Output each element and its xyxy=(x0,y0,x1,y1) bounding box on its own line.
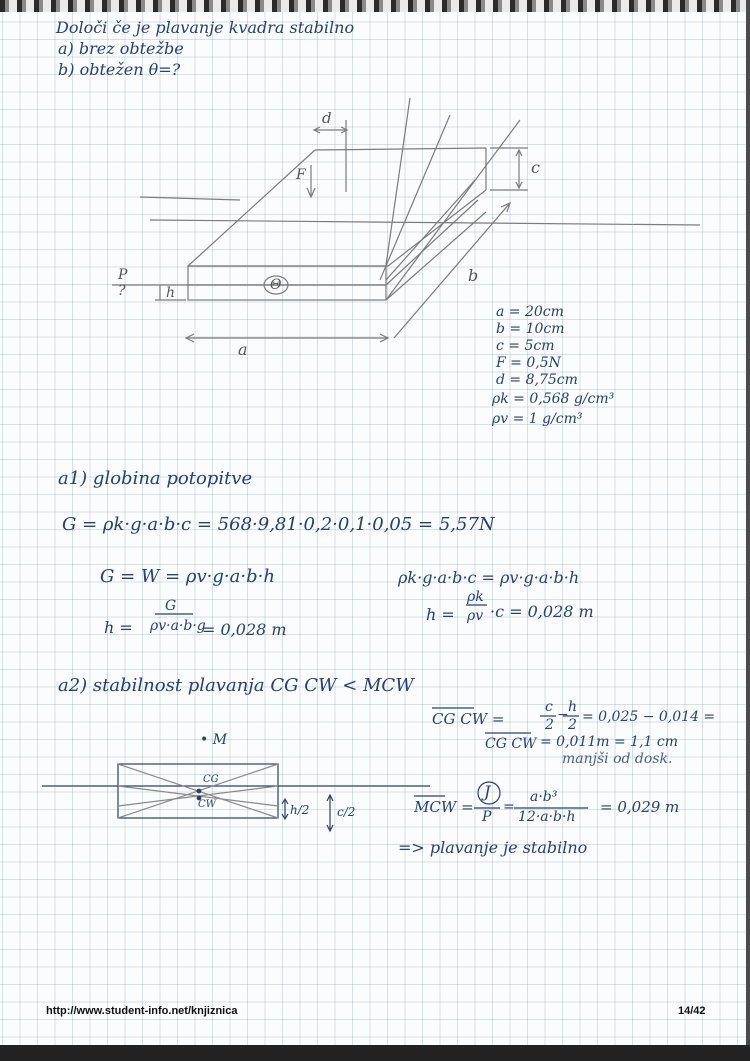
label-b: b xyxy=(468,266,479,285)
footer-url[interactable]: http://www.student-info.net/knjiznica xyxy=(46,1005,238,1017)
label-h: h xyxy=(166,285,176,301)
equation-h-result: = 0,028 m xyxy=(202,620,287,639)
equation-density-ratio: ρk·g·a·b·c = ρv·g·a·b·h xyxy=(398,568,580,587)
mcw-result: = 0,029 m xyxy=(600,798,680,816)
cgcw-line2: = 0,011m = 1,1 cm xyxy=(540,734,678,750)
label-c: c xyxy=(531,158,540,177)
label-h-half: h/2 xyxy=(290,803,310,817)
mcw-lhs: MCW = xyxy=(414,798,474,816)
mcw-numerator: a·b³ xyxy=(530,789,558,805)
task-title: Določi če je plavanje kvadra stabilno xyxy=(56,18,355,37)
equation-h2-lhs: h = xyxy=(426,605,455,624)
mcw-eq: = xyxy=(503,799,515,815)
cgcw-note: manjši od dosk. xyxy=(562,751,673,767)
equation-buoyancy: G = W = ρv·g·a·b·h xyxy=(100,566,275,587)
equation-h-numerator: G xyxy=(165,598,177,614)
page-number: 14/42 xyxy=(678,1005,706,1017)
cgcw-frac2-den: 2 xyxy=(568,717,577,733)
given-item: F = 0,5N xyxy=(496,355,561,371)
given-item: ρv = 1 g/cm³ xyxy=(492,411,583,427)
label-F: F xyxy=(296,167,306,183)
task-part-a: a) brez obtežbe xyxy=(58,39,184,58)
equation-h2-denominator: ρv xyxy=(467,608,484,624)
given-item: ρk = 0,568 g/cm³ xyxy=(492,391,615,407)
label-cg: CG xyxy=(203,774,219,785)
equation-h-denominator: ρv·a·b·g xyxy=(150,618,206,634)
conclusion: => plavanje je stabilno xyxy=(398,838,588,857)
given-item: a = 20cm xyxy=(496,304,564,320)
ink-section-a2-sketch xyxy=(42,605,588,831)
label-c-half: c/2 xyxy=(337,805,356,819)
mcw-denominator: 12·a·b·h xyxy=(518,809,576,825)
label-a: a xyxy=(238,340,248,359)
cgcw-line2-lhs: CG CW xyxy=(485,736,537,752)
label-cw: CW xyxy=(198,799,216,810)
page-bottom-shadow xyxy=(0,1045,750,1061)
cgcw-minus: − xyxy=(557,707,569,723)
cgcw-frac1-num: c xyxy=(545,699,553,715)
label-metacenter: • M xyxy=(200,732,228,748)
section-a2-title: a2) stabilnost plavanja CG CW < MCW xyxy=(58,675,414,696)
equation-h2-result: ·c = 0,028 m xyxy=(490,602,594,621)
label-theta: Θ xyxy=(270,277,282,293)
label-p: P xyxy=(118,267,128,283)
given-item: d = 8,75cm xyxy=(496,372,578,388)
equation-weight: G = ρk·g·a·b·c = 568·9,81·0,2·0,1·0,05 = 5,57N xyxy=(62,514,495,535)
pencil-box-sketch xyxy=(112,98,700,342)
given-item: b = 10cm xyxy=(496,321,565,337)
given-item: c = 5cm xyxy=(496,338,555,354)
section-a1-title: a1) globina potopitve xyxy=(58,468,253,489)
label-d-top: d xyxy=(322,109,332,127)
cgcw-frac2-num: h xyxy=(568,699,578,715)
mcw-displacement: P xyxy=(482,809,492,825)
equation-h2-numerator: ρk xyxy=(467,589,484,605)
equation-h-lhs: h = xyxy=(104,618,133,637)
cgcw-lhs: CG CW = xyxy=(432,710,505,728)
cgcw-result: = 0,025 − 0,014 = xyxy=(582,709,716,725)
cgcw-frac1-den: 2 xyxy=(545,717,554,733)
mcw-moment-of-inertia: J xyxy=(484,782,491,801)
label-q: ? xyxy=(118,283,126,299)
task-part-b: b) obtežen θ=? xyxy=(58,60,181,79)
